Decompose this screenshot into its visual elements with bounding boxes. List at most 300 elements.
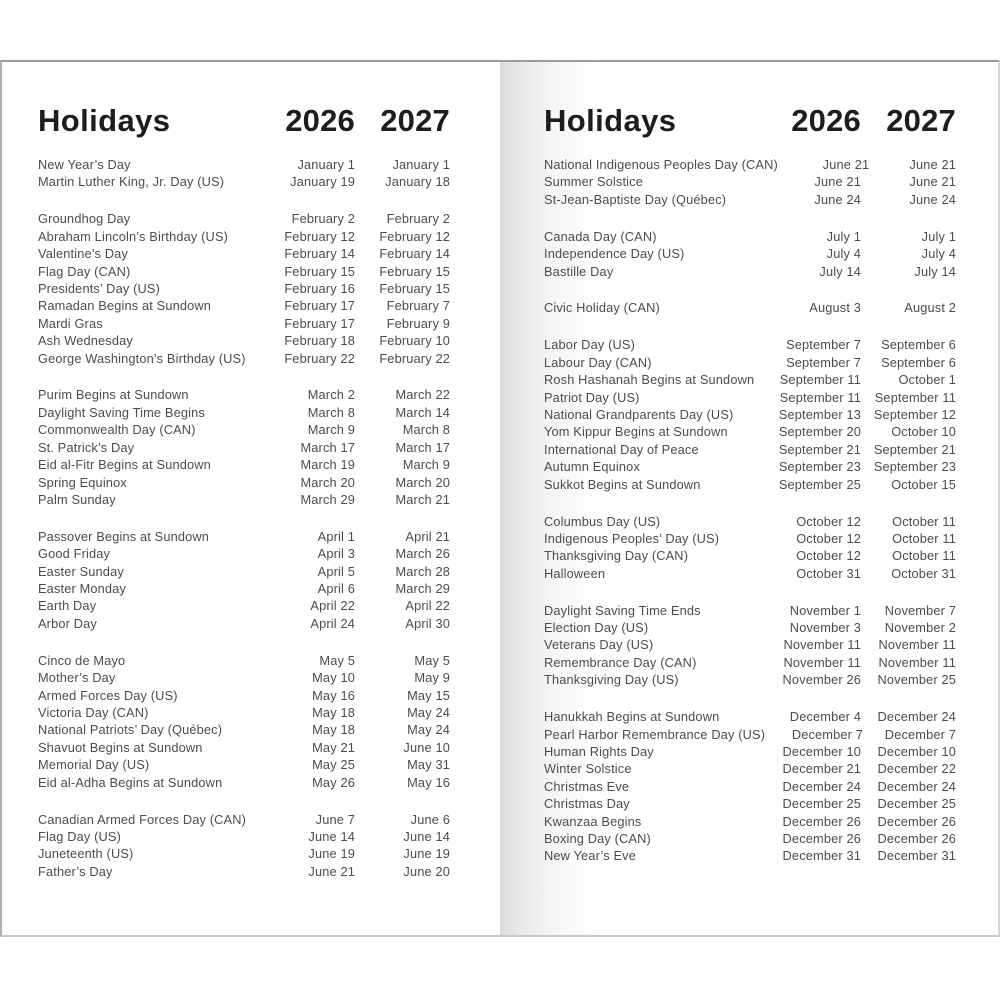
holiday-row	[544, 513, 956, 530]
date-2027: May 31	[407, 757, 450, 773]
date-2026: June 21	[814, 174, 861, 190]
date-2027: December 26	[877, 831, 956, 846]
holiday-row	[38, 263, 450, 280]
holiday-name: Remembrance Day (CAN)	[544, 654, 697, 670]
holiday-name: Yom Kippur Begins at Sundown	[544, 424, 728, 440]
holiday-name: Mardi Gras	[38, 315, 103, 331]
holiday-row	[38, 280, 450, 297]
date-2027: March 14	[395, 404, 450, 420]
date-2026: November 11	[783, 654, 861, 670]
year-header-2027: 2027	[380, 103, 450, 138]
date-2027: October 11	[892, 513, 956, 529]
date-2026: June 19	[308, 846, 355, 862]
date-2027: October 15	[891, 476, 956, 492]
date-2026: November 3	[789, 620, 861, 636]
date-2027: October 11	[892, 530, 956, 546]
date-2026: September 11	[779, 389, 861, 405]
holiday-row	[544, 530, 956, 547]
date-2027: March 28	[395, 563, 450, 579]
holiday-name: Daylight Saving Time Begins	[38, 404, 205, 420]
holiday-row	[544, 299, 956, 316]
holiday-row	[38, 350, 450, 367]
holiday-name: Pearl Harbor Remembrance Day (US)	[544, 726, 766, 742]
holiday-name: Armed Forces Day (US)	[38, 687, 178, 703]
date-2027: June 21	[909, 157, 956, 172]
holiday-name: Presidents’ Day (US)	[38, 280, 160, 296]
date-2027: January 18	[385, 174, 450, 190]
holiday-name: Eid al-Fitr Begins at Sundown	[38, 457, 211, 473]
date-2027: December 22	[877, 761, 956, 777]
date-2026: August 3	[809, 300, 861, 316]
holiday-row	[544, 708, 956, 725]
date-2027: October 10	[891, 424, 956, 440]
holiday-row	[544, 191, 956, 208]
date-2026: March 2	[307, 387, 355, 403]
holiday-group	[38, 210, 450, 367]
holiday-group	[544, 228, 956, 280]
holiday-name: Halloween	[544, 565, 606, 581]
holiday-name: Groundhog Day	[38, 211, 131, 227]
date-2026: April 6	[317, 581, 355, 597]
date-2026: September 7	[786, 354, 861, 370]
holiday-row	[544, 565, 956, 582]
date-2027: December 7	[884, 726, 956, 742]
date-2026: December 7	[791, 726, 864, 742]
holiday-row	[544, 602, 956, 619]
date-2026: October 12	[796, 530, 861, 546]
date-2027: November 11	[878, 654, 956, 670]
holiday-name: Mother’s Day	[38, 670, 116, 686]
holiday-row	[38, 774, 450, 791]
date-2026: September 23	[778, 459, 861, 475]
date-2027: November 7	[884, 602, 956, 618]
date-2026: February 17	[284, 315, 355, 331]
holiday-row	[38, 491, 450, 508]
date-2026: December 4	[789, 709, 861, 725]
holiday-name: Spring Equinox	[38, 474, 127, 490]
holiday-row	[544, 671, 956, 688]
holiday-name: Patriot Day (US)	[544, 389, 640, 405]
date-2026: April 3	[317, 546, 355, 562]
date-2026: April 5	[317, 563, 355, 579]
date-2027: February 15	[379, 280, 450, 296]
date-2027: December 25	[877, 796, 956, 812]
date-2026: February 17	[284, 298, 355, 314]
holiday-row	[38, 456, 450, 473]
holiday-name: Labour Day (CAN)	[544, 354, 652, 370]
holiday-group	[544, 708, 956, 865]
holiday-name: Christmas Day	[544, 796, 630, 812]
date-2026: June 21	[822, 157, 870, 172]
holiday-name: International Day of Peace	[544, 441, 699, 457]
date-2027: February 9	[386, 315, 450, 331]
holiday-row	[38, 332, 450, 349]
page-left	[2, 62, 500, 935]
holiday-name: St-Jean-Baptiste Day (Québec)	[544, 191, 727, 207]
date-2026: November 11	[783, 637, 861, 653]
holiday-name: Juneteenth (US)	[38, 846, 134, 862]
holiday-group	[544, 513, 956, 583]
holiday-name: Purim Begins at Sundown	[38, 387, 189, 403]
holiday-row	[544, 458, 956, 475]
date-2026: July 1	[826, 228, 861, 244]
holiday-row	[544, 743, 956, 760]
holiday-name: Human Rights Day	[544, 743, 654, 759]
holiday-name: St. Patrick’s Day	[38, 439, 135, 455]
holiday-name: Daylight Saving Time Ends	[544, 602, 701, 618]
date-2026: March 29	[300, 491, 355, 507]
holiday-row	[38, 156, 450, 173]
date-2027: February 12	[379, 228, 450, 244]
holiday-row	[38, 828, 450, 845]
date-2027: September 23	[873, 459, 956, 475]
holiday-name: Easter Sunday	[38, 563, 124, 579]
date-2027: September 6	[881, 337, 956, 353]
date-2026: October 31	[796, 565, 861, 581]
holiday-row	[544, 423, 956, 440]
holiday-row	[38, 811, 450, 828]
holiday-list	[38, 156, 450, 880]
holiday-row	[38, 404, 450, 421]
date-2026: May 21	[312, 739, 355, 755]
date-2026: January 1	[297, 157, 355, 172]
year-header-2026: 2026	[791, 103, 861, 138]
holiday-group	[544, 156, 956, 208]
date-2027: June 19	[403, 846, 450, 862]
date-2027: May 16	[407, 774, 450, 790]
date-2027: March 9	[402, 457, 450, 473]
date-2026: September 11	[779, 372, 861, 388]
holiday-group	[38, 811, 450, 881]
holiday-name: Hanukkah Begins at Sundown	[544, 709, 720, 725]
holiday-name: Ash Wednesday	[38, 333, 133, 349]
holiday-name: Father’s Day	[38, 863, 113, 879]
holiday-name: New Year’s Day	[38, 157, 131, 172]
date-2027: August 2	[904, 300, 956, 316]
holiday-name: Thanksgiving Day (US)	[544, 672, 679, 688]
date-2026: September 7	[786, 337, 861, 353]
date-2027: May 9	[414, 670, 450, 686]
date-2027: March 17	[395, 439, 450, 455]
date-2027: June 6	[410, 811, 450, 827]
holiday-row	[544, 441, 956, 458]
date-2026: May 18	[312, 704, 355, 720]
date-2026: June 21	[308, 863, 355, 879]
holiday-row	[544, 389, 956, 406]
date-2027: September 12	[873, 406, 956, 422]
holiday-row	[38, 704, 450, 721]
date-2027: November 25	[877, 672, 956, 688]
holiday-row	[38, 597, 450, 614]
page-right-header	[544, 103, 956, 139]
holiday-name: Winter Solstice	[544, 761, 632, 777]
holiday-row	[544, 619, 956, 636]
date-2026: July 4	[826, 246, 861, 262]
holiday-group	[38, 156, 450, 191]
date-2026: June 14	[308, 828, 355, 844]
holiday-row	[38, 545, 450, 562]
date-2026: September 13	[778, 406, 861, 422]
date-2027: May 24	[407, 704, 450, 720]
date-2027: October 11	[892, 548, 956, 564]
holiday-row	[544, 778, 956, 795]
date-2026: February 2	[291, 211, 355, 227]
date-2027: October 1	[898, 372, 956, 388]
holiday-row	[544, 654, 956, 671]
date-2027: March 22	[395, 387, 450, 403]
holiday-row	[544, 795, 956, 812]
holiday-row	[38, 421, 450, 438]
date-2027: February 2	[386, 211, 450, 227]
holiday-row	[544, 173, 956, 190]
date-2026: February 16	[284, 280, 355, 296]
holiday-name: Martin Luther King, Jr. Day (US)	[38, 174, 225, 190]
date-2026: September 20	[778, 424, 861, 440]
holiday-row	[38, 297, 450, 314]
holiday-name: Christmas Eve	[544, 778, 630, 794]
holiday-row	[38, 528, 450, 545]
date-2026: May 26	[312, 774, 355, 790]
holiday-name: New Year’s Eve	[544, 848, 636, 864]
date-2026: April 22	[310, 598, 355, 614]
date-2027: July 1	[921, 228, 956, 244]
holiday-name: Labor Day (US)	[544, 337, 635, 353]
holiday-row	[544, 830, 956, 847]
holiday-name: Rosh Hashanah Begins at Sundown	[544, 372, 755, 388]
holiday-group	[38, 528, 450, 632]
holiday-name: Civic Holiday (CAN)	[544, 300, 660, 316]
holiday-name: Flag Day (US)	[38, 828, 122, 844]
date-2026: March 20	[300, 474, 355, 490]
planner-spread	[0, 60, 1000, 937]
holiday-name: Earth Day	[38, 598, 97, 614]
holiday-group	[38, 652, 450, 791]
holiday-row	[544, 476, 956, 493]
holiday-row	[38, 739, 450, 756]
date-2026: November 1	[789, 602, 861, 618]
date-2026: March 8	[307, 404, 355, 420]
page-right	[500, 62, 998, 935]
holiday-name: National Indigenous Peoples Day (CAN)	[544, 157, 778, 172]
holiday-row	[38, 652, 450, 669]
date-2027: April 30	[405, 615, 450, 631]
date-2026: December 26	[782, 813, 861, 829]
holiday-name: Election Day (US)	[544, 620, 649, 636]
date-2027: October 31	[891, 565, 956, 581]
date-2027: April 21	[405, 528, 450, 544]
holiday-name: Arbor Day	[38, 615, 97, 631]
date-2027: November 11	[878, 637, 956, 653]
holiday-row	[38, 669, 450, 686]
date-2027: February 7	[386, 298, 450, 314]
date-2026: April 24	[310, 615, 355, 631]
date-2026: May 5	[319, 652, 355, 668]
date-2026: September 25	[778, 476, 861, 492]
holiday-row	[38, 386, 450, 403]
date-2026: March 17	[300, 439, 355, 455]
holiday-row	[38, 228, 450, 245]
holiday-name: National Grandparents Day (US)	[544, 406, 734, 422]
date-2027: February 22	[379, 350, 450, 366]
date-2026: June 7	[315, 811, 355, 827]
page-title: Holidays	[38, 103, 171, 138]
holiday-name: Canadian Armed Forces Day (CAN)	[38, 811, 247, 827]
holiday-row	[38, 845, 450, 862]
date-2027: February 15	[379, 263, 450, 279]
date-2027: January 1	[392, 157, 450, 172]
date-2026: July 14	[819, 263, 861, 279]
date-2027: May 5	[414, 652, 450, 668]
holiday-row	[544, 354, 956, 371]
date-2026: February 15	[284, 263, 355, 279]
date-2027: June 20	[403, 863, 450, 879]
holiday-name: Abraham Lincoln’s Birthday (US)	[38, 228, 229, 244]
holiday-name: Cinco de Mayo	[38, 652, 126, 668]
date-2026: January 19	[290, 174, 355, 190]
date-2027: February 10	[379, 333, 450, 349]
date-2027: June 21	[909, 174, 956, 190]
holiday-name: Indigenous Peoples’ Day (US)	[544, 530, 720, 546]
year-header-2027: 2027	[886, 103, 956, 138]
holiday-name: Easter Monday	[38, 581, 127, 597]
holiday-name: Independence Day (US)	[544, 246, 685, 262]
date-2026: February 14	[284, 246, 355, 262]
date-2027: March 20	[395, 474, 450, 490]
holiday-row	[544, 406, 956, 423]
date-2027: June 14	[403, 828, 450, 844]
date-2026: February 18	[284, 333, 355, 349]
holiday-row	[544, 156, 956, 173]
page-title: Holidays	[544, 103, 677, 138]
date-2026: December 31	[782, 848, 861, 864]
date-2026: March 19	[300, 457, 355, 473]
holiday-group	[544, 299, 956, 316]
holiday-row	[544, 336, 956, 353]
holiday-name: Passover Begins at Sundown	[38, 528, 210, 544]
holiday-name: Thanksgiving Day (CAN)	[544, 548, 689, 564]
date-2026: March 9	[307, 422, 355, 438]
date-2026: December 10	[782, 743, 861, 759]
date-2026: October 12	[796, 548, 861, 564]
holiday-name: Bastille Day	[544, 263, 614, 279]
date-2027: November 2	[884, 620, 956, 636]
holiday-name: Flag Day (CAN)	[38, 263, 131, 279]
holiday-row	[544, 760, 956, 777]
holiday-row	[38, 721, 450, 738]
date-2026: May 16	[312, 687, 355, 703]
date-2026: December 24	[782, 778, 861, 794]
date-2027: September 21	[873, 441, 956, 457]
holiday-row	[38, 210, 450, 227]
date-2027: March 8	[402, 422, 450, 438]
date-2026: May 25	[312, 757, 355, 773]
holiday-name: George Washington’s Birthday (US)	[38, 350, 246, 366]
holiday-row	[544, 847, 956, 864]
date-2027: June 24	[909, 191, 956, 207]
date-2027: July 14	[914, 263, 956, 279]
holiday-row	[38, 580, 450, 597]
date-2026: September 21	[778, 441, 861, 457]
holiday-row	[544, 726, 956, 743]
date-2027: March 29	[395, 581, 450, 597]
date-2026: October 12	[796, 513, 861, 529]
holiday-name: Memorial Day (US)	[38, 757, 150, 773]
holiday-row	[38, 863, 450, 880]
date-2026: April 1	[317, 528, 355, 544]
holiday-row	[38, 173, 450, 190]
holiday-row	[38, 439, 450, 456]
holiday-name: Veterans Day (US)	[544, 637, 654, 653]
holiday-group	[544, 602, 956, 689]
holiday-name: Boxing Day (CAN)	[544, 831, 651, 846]
holiday-row	[38, 315, 450, 332]
holiday-row	[544, 245, 956, 262]
date-2027: February 14	[379, 246, 450, 262]
date-2026: June 24	[814, 191, 861, 207]
holiday-name: Eid al-Adha Begins at Sundown	[38, 774, 223, 790]
holiday-name: Palm Sunday	[38, 491, 116, 507]
holiday-name: Autumn Equinox	[544, 459, 641, 475]
holiday-row	[38, 474, 450, 491]
date-2027: December 24	[877, 709, 956, 725]
date-2027: March 21	[395, 491, 450, 507]
holiday-row	[544, 228, 956, 245]
holiday-row	[38, 756, 450, 773]
date-2027: December 26	[877, 813, 956, 829]
date-2026: December 26	[782, 831, 861, 846]
holiday-name: Kwanzaa Begins	[544, 813, 642, 829]
date-2027: September 6	[881, 354, 956, 370]
date-2027: March 26	[395, 546, 450, 562]
date-2027: June 10	[403, 739, 450, 755]
holiday-name: Valentine’s Day	[38, 246, 128, 262]
date-2026: December 21	[782, 761, 861, 777]
date-2027: April 22	[405, 598, 450, 614]
year-header-2026: 2026	[285, 103, 355, 138]
holiday-row	[38, 563, 450, 580]
date-2026: November 26	[782, 672, 861, 688]
holiday-name: Commonwealth Day (CAN)	[38, 422, 196, 438]
date-2026: May 10	[312, 670, 355, 686]
holiday-row	[544, 263, 956, 280]
holiday-name: Victoria Day (CAN)	[38, 704, 149, 720]
holiday-name: National Patriots’ Day (Québec)	[38, 722, 223, 738]
holiday-row	[38, 687, 450, 704]
date-2027: July 4	[921, 246, 956, 262]
holiday-name: Columbus Day (US)	[544, 513, 661, 529]
holiday-row	[38, 245, 450, 262]
date-2027: December 24	[877, 778, 956, 794]
holiday-row	[544, 636, 956, 653]
holiday-row	[38, 615, 450, 632]
holiday-name: Good Friday	[38, 546, 111, 562]
holiday-group	[544, 336, 956, 493]
holiday-row	[544, 813, 956, 830]
holiday-name: Summer Solstice	[544, 174, 643, 190]
holiday-name: Ramadan Begins at Sundown	[38, 298, 212, 314]
date-2026: May 18	[312, 722, 355, 738]
holiday-name: Shavuot Begins at Sundown	[38, 739, 203, 755]
date-2027: September 11	[874, 389, 956, 405]
holiday-name: Canada Day (CAN)	[544, 228, 657, 244]
date-2027: May 15	[407, 687, 450, 703]
holiday-row	[544, 371, 956, 388]
date-2027: December 31	[877, 848, 956, 864]
date-2026: February 22	[284, 350, 355, 366]
holiday-group	[38, 386, 450, 508]
date-2026: February 12	[284, 228, 355, 244]
date-2027: December 10	[877, 743, 956, 759]
